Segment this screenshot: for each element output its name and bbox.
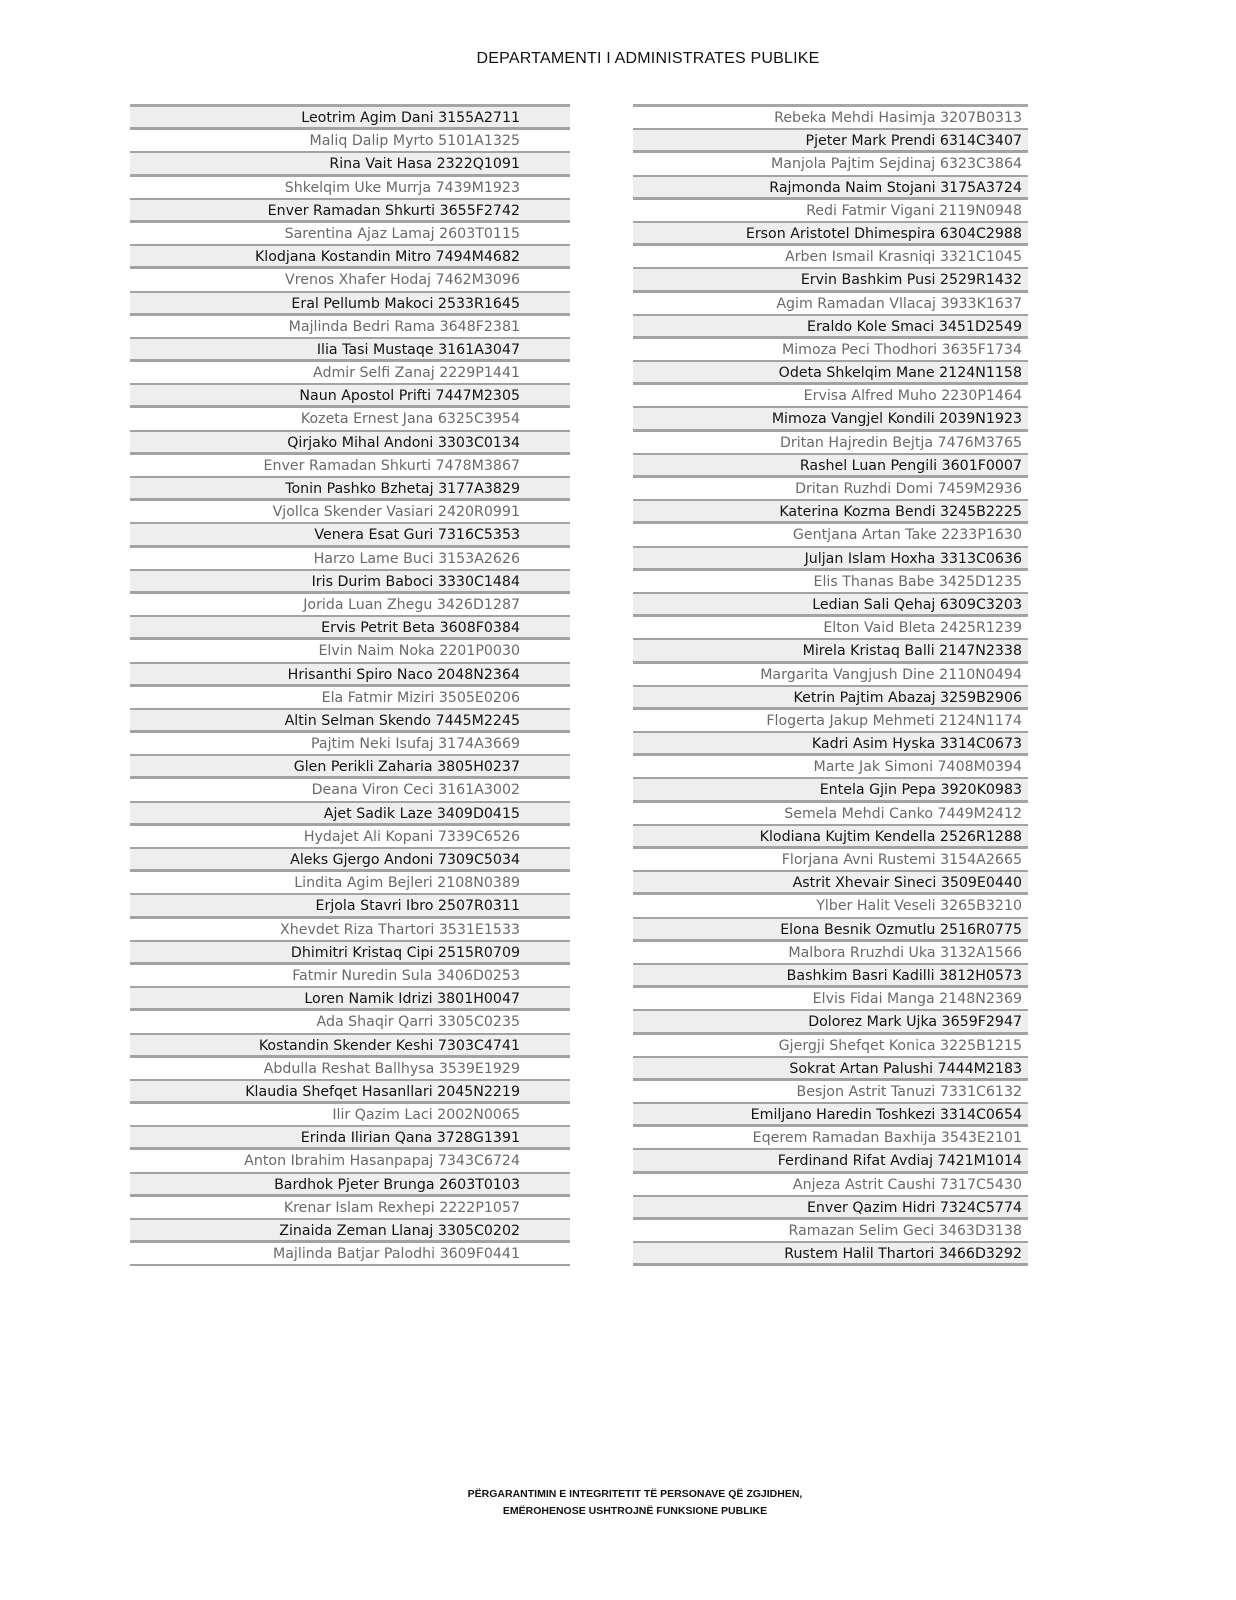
list-item: Rustem Halil Thartori 3466D3292	[633, 1243, 1028, 1266]
list-item: Manjola Pajtim Sejdinaj 6323C3864	[633, 153, 1028, 176]
list-item: Ajet Sadik Laze 3409D0415	[130, 803, 570, 826]
list-item: Erinda Ilirian Qana 3728G1391	[130, 1127, 570, 1150]
list-item: Enver Qazim Hidri 7324C5774	[633, 1197, 1028, 1220]
list-item: Elona Besnik Ozmutlu 2516R0775	[633, 919, 1028, 942]
list-item: Ylber Halit Veseli 3265B3210	[633, 895, 1028, 918]
list-item: Eraldo Kole Smaci 3451D2549	[633, 316, 1028, 339]
list-item: Ledian Sali Qehaj 6309C3203	[633, 594, 1028, 617]
list-item: Ada Shaqir Qarri 3305C0235	[130, 1011, 570, 1034]
list-item: Mimoza Peci Thodhori 3635F1734	[633, 339, 1028, 362]
list-item: Sarentina Ajaz Lamaj 2603T0115	[130, 223, 570, 246]
list-item: Jorida Luan Zhegu 3426D1287	[130, 594, 570, 617]
list-item: Leotrim Agim Dani 3155A2711	[130, 107, 570, 130]
list-item: Ela Fatmir Miziri 3505E0206	[130, 687, 570, 710]
list-item: Kadri Asim Hyska 3314C0673	[633, 733, 1028, 756]
list-item: Dritan Ruzhdi Domi 7459M2936	[633, 478, 1028, 501]
list-item: Venera Esat Guri 7316C5353	[130, 524, 570, 547]
list-item: Klaudia Shefqet Hasanllari 2045N2219	[130, 1081, 570, 1104]
list-item: Arben Ismail Krasniqi 3321C1045	[633, 246, 1028, 269]
list-item: Kozeta Ernest Jana 6325C3954	[130, 408, 570, 431]
list-item: Ramazan Selim Geci 3463D3138	[633, 1220, 1028, 1243]
list-item: Rebeka Mehdi Hasimja 3207B0313	[633, 107, 1028, 130]
list-item: Dolorez Mark Ujka 3659F2947	[633, 1011, 1028, 1034]
footer-line-2: EMËROHENOSE USHTROJNË FUNKSIONE PUBLIKE	[502, 1505, 768, 1517]
list-item: Odeta Shkelqim Mane 2124N1158	[633, 362, 1028, 385]
list-item: Gentjana Artan Take 2233P1630	[633, 524, 1028, 547]
list-item: Ervisa Alfred Muho 2230P1464	[633, 385, 1028, 408]
list-item: Anjeza Astrit Caushi 7317C5430	[633, 1174, 1028, 1197]
list-item: Rajmonda Naim Stojani 3175A3724	[633, 177, 1028, 200]
list-item: Qirjako Mihal Andoni 3303C0134	[130, 432, 570, 455]
list-item: Bashkim Basri Kadilli 3812H0573	[633, 965, 1028, 988]
list-item: Hrisanthi Spiro Naco 2048N2364	[130, 664, 570, 687]
footer-line-1: PËRGARANTIMIN E INTEGRITETIT TË PERSONAVE QË ZGJIDHEN,	[467, 1488, 803, 1500]
name-list-right	[633, 104, 1028, 1266]
list-item: Juljan Islam Hoxha 3313C0636	[633, 548, 1028, 571]
list-item: Redi Fatmir Vigani 2119N0948	[633, 200, 1028, 223]
list-item: Elton Vaid Bleta 2425R1239	[633, 617, 1028, 640]
list-item: Glen Perikli Zaharia 3805H0237	[130, 756, 570, 779]
list-item: Ketrin Pajtim Abazaj 3259B2906	[633, 687, 1028, 710]
list-item: Pjeter Mark Prendi 6314C3407	[633, 130, 1028, 153]
list-item: Fatmir Nuredin Sula 3406D0253	[130, 965, 570, 988]
name-list-left	[130, 104, 570, 1266]
list-item: Tonin Pashko Bzhetaj 3177A3829	[130, 478, 570, 501]
list-item: Maliq Dalip Myrto 5101A1325	[130, 130, 570, 153]
list-item: Hydajet Ali Kopani 7339C6526	[130, 826, 570, 849]
list-item: Deana Viron Ceci 3161A3002	[130, 779, 570, 802]
list-item: Elvis Fidai Manga 2148N2369	[633, 988, 1028, 1011]
list-item: Vjollca Skender Vasiari 2420R0991	[130, 501, 570, 524]
list-item: Ilia Tasi Mustaqe 3161A3047	[130, 339, 570, 362]
list-item: Pajtim Neki Isufaj 3174A3669	[130, 733, 570, 756]
list-item: Krenar Islam Rexhepi 2222P1057	[130, 1197, 570, 1220]
list-item: Mirela Kristaq Balli 2147N2338	[633, 640, 1028, 663]
list-item: Xhevdet Riza Thartori 3531E1533	[130, 919, 570, 942]
list-item: Semela Mehdi Canko 7449M2412	[633, 803, 1028, 826]
list-item: Rashel Luan Pengili 3601F0007	[633, 455, 1028, 478]
list-item: Harzo Lame Buci 3153A2626	[130, 548, 570, 571]
list-item: Elvin Naim Noka 2201P0030	[130, 640, 570, 663]
list-item: Zinaida Zeman Llanaj 3305C0202	[130, 1220, 570, 1243]
list-item: Florjana Avni Rustemi 3154A2665	[633, 849, 1028, 872]
page-title: DEPARTAMENTI I ADMINISTRATES PUBLIKE	[476, 50, 820, 67]
page-footer	[0, 1486, 1236, 1520]
list-item: Mimoza Vangjel Kondili 2039N1923	[633, 408, 1028, 431]
list-item: Eqerem Ramadan Baxhija 3543E2101	[633, 1127, 1028, 1150]
list-item: Ilir Qazim Laci 2002N0065	[130, 1104, 570, 1127]
list-item: Ferdinand Rifat Avdiaj 7421M1014	[633, 1150, 1028, 1173]
list-item: Majlinda Batjar Palodhi 3609F0441	[130, 1243, 570, 1266]
list-item: Lindita Agim Bejleri 2108N0389	[130, 872, 570, 895]
list-item: Emiljano Haredin Toshkezi 3314C0654	[633, 1104, 1028, 1127]
list-item: Gjergji Shefqet Konica 3225B1215	[633, 1035, 1028, 1058]
list-item: Erson Aristotel Dhimespira 6304C2988	[633, 223, 1028, 246]
list-item: Anton Ibrahim Hasanpapaj 7343C6724	[130, 1150, 570, 1173]
list-item: Eral Pellumb Makoci 2533R1645	[130, 293, 570, 316]
list-item: Rina Vait Hasa 2322Q1091	[130, 153, 570, 176]
list-item: Altin Selman Skendo 7445M2245	[130, 710, 570, 733]
list-item: Klodiana Kujtim Kendella 2526R1288	[633, 826, 1028, 849]
list-item: Iris Durim Baboci 3330C1484	[130, 571, 570, 594]
list-item: Enver Ramadan Shkurti 7478M3867	[130, 455, 570, 478]
list-item: Abdulla Reshat Ballhysa 3539E1929	[130, 1058, 570, 1081]
list-item: Dritan Hajredin Bejtja 7476M3765	[633, 432, 1028, 455]
list-item: Margarita Vangjush Dine 2110N0494	[633, 664, 1028, 687]
list-item: Bardhok Pjeter Brunga 2603T0103	[130, 1174, 570, 1197]
list-item: Majlinda Bedri Rama 3648F2381	[130, 316, 570, 339]
list-item: Katerina Kozma Bendi 3245B2225	[633, 501, 1028, 524]
list-item: Astrit Xhevair Sineci 3509E0440	[633, 872, 1028, 895]
list-item: Marte Jak Simoni 7408M0394	[633, 756, 1028, 779]
list-item: Dhimitri Kristaq Cipi 2515R0709	[130, 942, 570, 965]
list-item: Ervin Bashkim Pusi 2529R1432	[633, 269, 1028, 292]
list-item: Besjon Astrit Tanuzi 7331C6132	[633, 1081, 1028, 1104]
list-item: Aleks Gjergo Andoni 7309C5034	[130, 849, 570, 872]
list-item: Kostandin Skender Keshi 7303C4741	[130, 1035, 570, 1058]
list-item: Flogerta Jakup Mehmeti 2124N1174	[633, 710, 1028, 733]
list-item: Agim Ramadan Vllacaj 3933K1637	[633, 293, 1028, 316]
list-item: Loren Namik Idrizi 3801H0047	[130, 988, 570, 1011]
list-item: Shkelqim Uke Murrja 7439M1923	[130, 177, 570, 200]
list-item: Erjola Stavri Ibro 2507R0311	[130, 895, 570, 918]
list-item: Malbora Rruzhdi Uka 3132A1566	[633, 942, 1028, 965]
list-item: Sokrat Artan Palushi 7444M2183	[633, 1058, 1028, 1081]
list-item: Entela Gjin Pepa 3920K0983	[633, 779, 1028, 802]
list-item: Admir Selfi Zanaj 2229P1441	[130, 362, 570, 385]
list-item: Klodjana Kostandin Mitro 7494M4682	[130, 246, 570, 269]
list-item: Naun Apostol Prifti 7447M2305	[130, 385, 570, 408]
list-item: Elis Thanas Babe 3425D1235	[633, 571, 1028, 594]
list-item: Enver Ramadan Shkurti 3655F2742	[130, 200, 570, 223]
list-item: Vrenos Xhafer Hodaj 7462M3096	[130, 269, 570, 292]
list-item: Ervis Petrit Beta 3608F0384	[130, 617, 570, 640]
